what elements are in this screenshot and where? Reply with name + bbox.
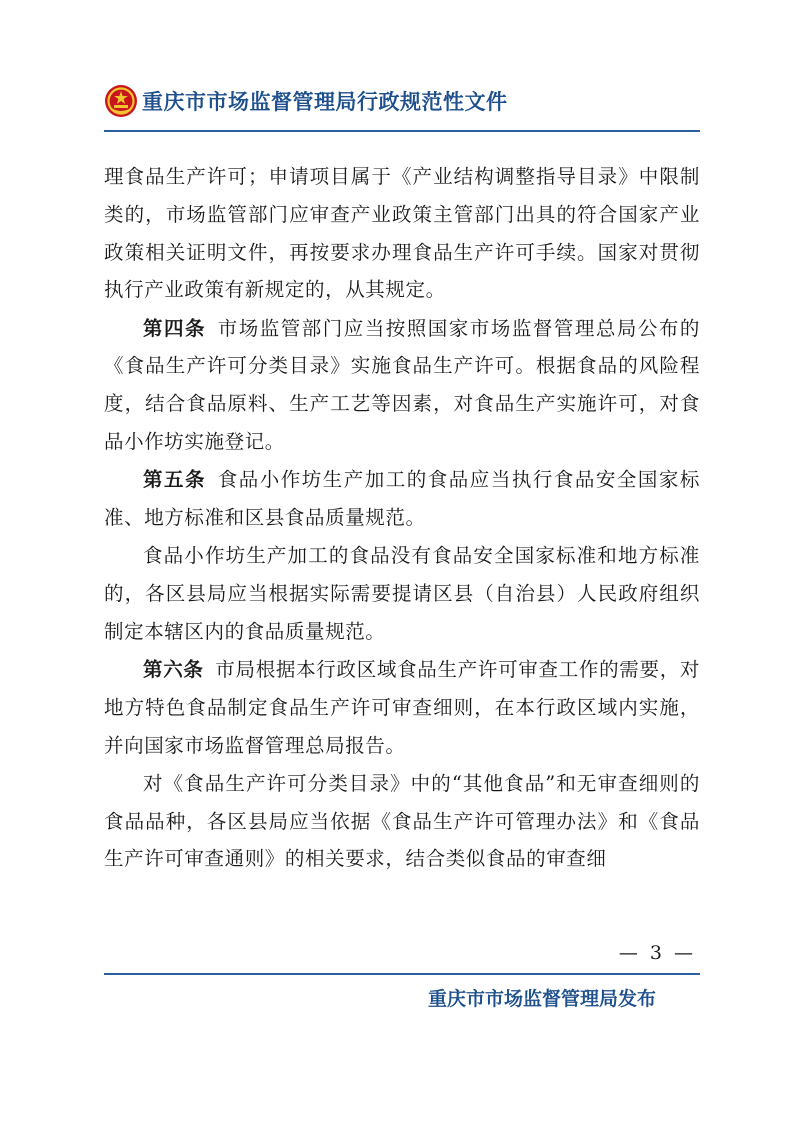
footer-divider bbox=[104, 973, 700, 975]
document-header bbox=[104, 84, 700, 132]
footer-publisher: 重庆市市场监督管理局发布 bbox=[428, 988, 657, 1010]
page-number: — 3 — bbox=[618, 942, 696, 964]
article-5-heading: 第五条 bbox=[143, 468, 207, 492]
paragraph-text: 对《食品生产许可分类目录》中的“其他食品”和无审查细则的食品品种，各区县局应当依据《食品生产许可管理办法》和《食品生产许可审查通则》的相关要求，结合类似食品的审查细 bbox=[104, 771, 700, 871]
header-title: 重庆市市场监督管理局行政规范性文件 bbox=[142, 90, 508, 114]
article-4-heading: 第四条 bbox=[143, 316, 207, 340]
paragraph-text: 食品小作坊生产加工的食品没有食品安全国家标准和地方标准的，各区县局应当根据实际需要提请区县（自治县）人民政府组织制定本辖区内的食品质量规范。 bbox=[104, 544, 700, 643]
header-divider bbox=[104, 130, 700, 132]
article-6-paragraph bbox=[104, 651, 700, 764]
paragraph-6 bbox=[104, 765, 700, 878]
paragraph-text: 理食品生产许可；申请项目属于《产业结构调整指导目录》中限制类的，市场监管部门应审查产业政策主管部门出具的符合国家产业政策相关证明文件，再按要求办理食品生产许可手续。国家对贯彻执行产业政策有新规定的，从其规定。 bbox=[104, 165, 700, 302]
paragraph-4 bbox=[104, 537, 700, 650]
paragraph-text: 市局根据本行政区域食品生产许可审查工作的需要，对地方特色食品制定食品生产许可审查细则，在本行政区域内实施，并向国家市场监督管理总局报告。 bbox=[104, 657, 700, 757]
article-5-paragraph bbox=[104, 461, 700, 537]
article-4-paragraph bbox=[104, 310, 700, 461]
article-6-heading: 第六条 bbox=[143, 657, 204, 681]
paragraph-text: 市场监管部门应当按照国家市场监督管理总局公布的《食品生产许可分类目录》实施食品生产许可。根据食品的风险程度，结合食品原料、生产工艺等因素，对食品生产实施许可，对食品小作坊实施登记。 bbox=[104, 316, 700, 453]
document-body bbox=[104, 158, 700, 878]
paragraph-text: 食品小作坊生产加工的食品应当执行食品安全国家标准、地方标准和区县食品质量规范。 bbox=[104, 468, 700, 529]
paragraph-1 bbox=[104, 158, 700, 309]
national-emblem-icon bbox=[104, 84, 138, 118]
